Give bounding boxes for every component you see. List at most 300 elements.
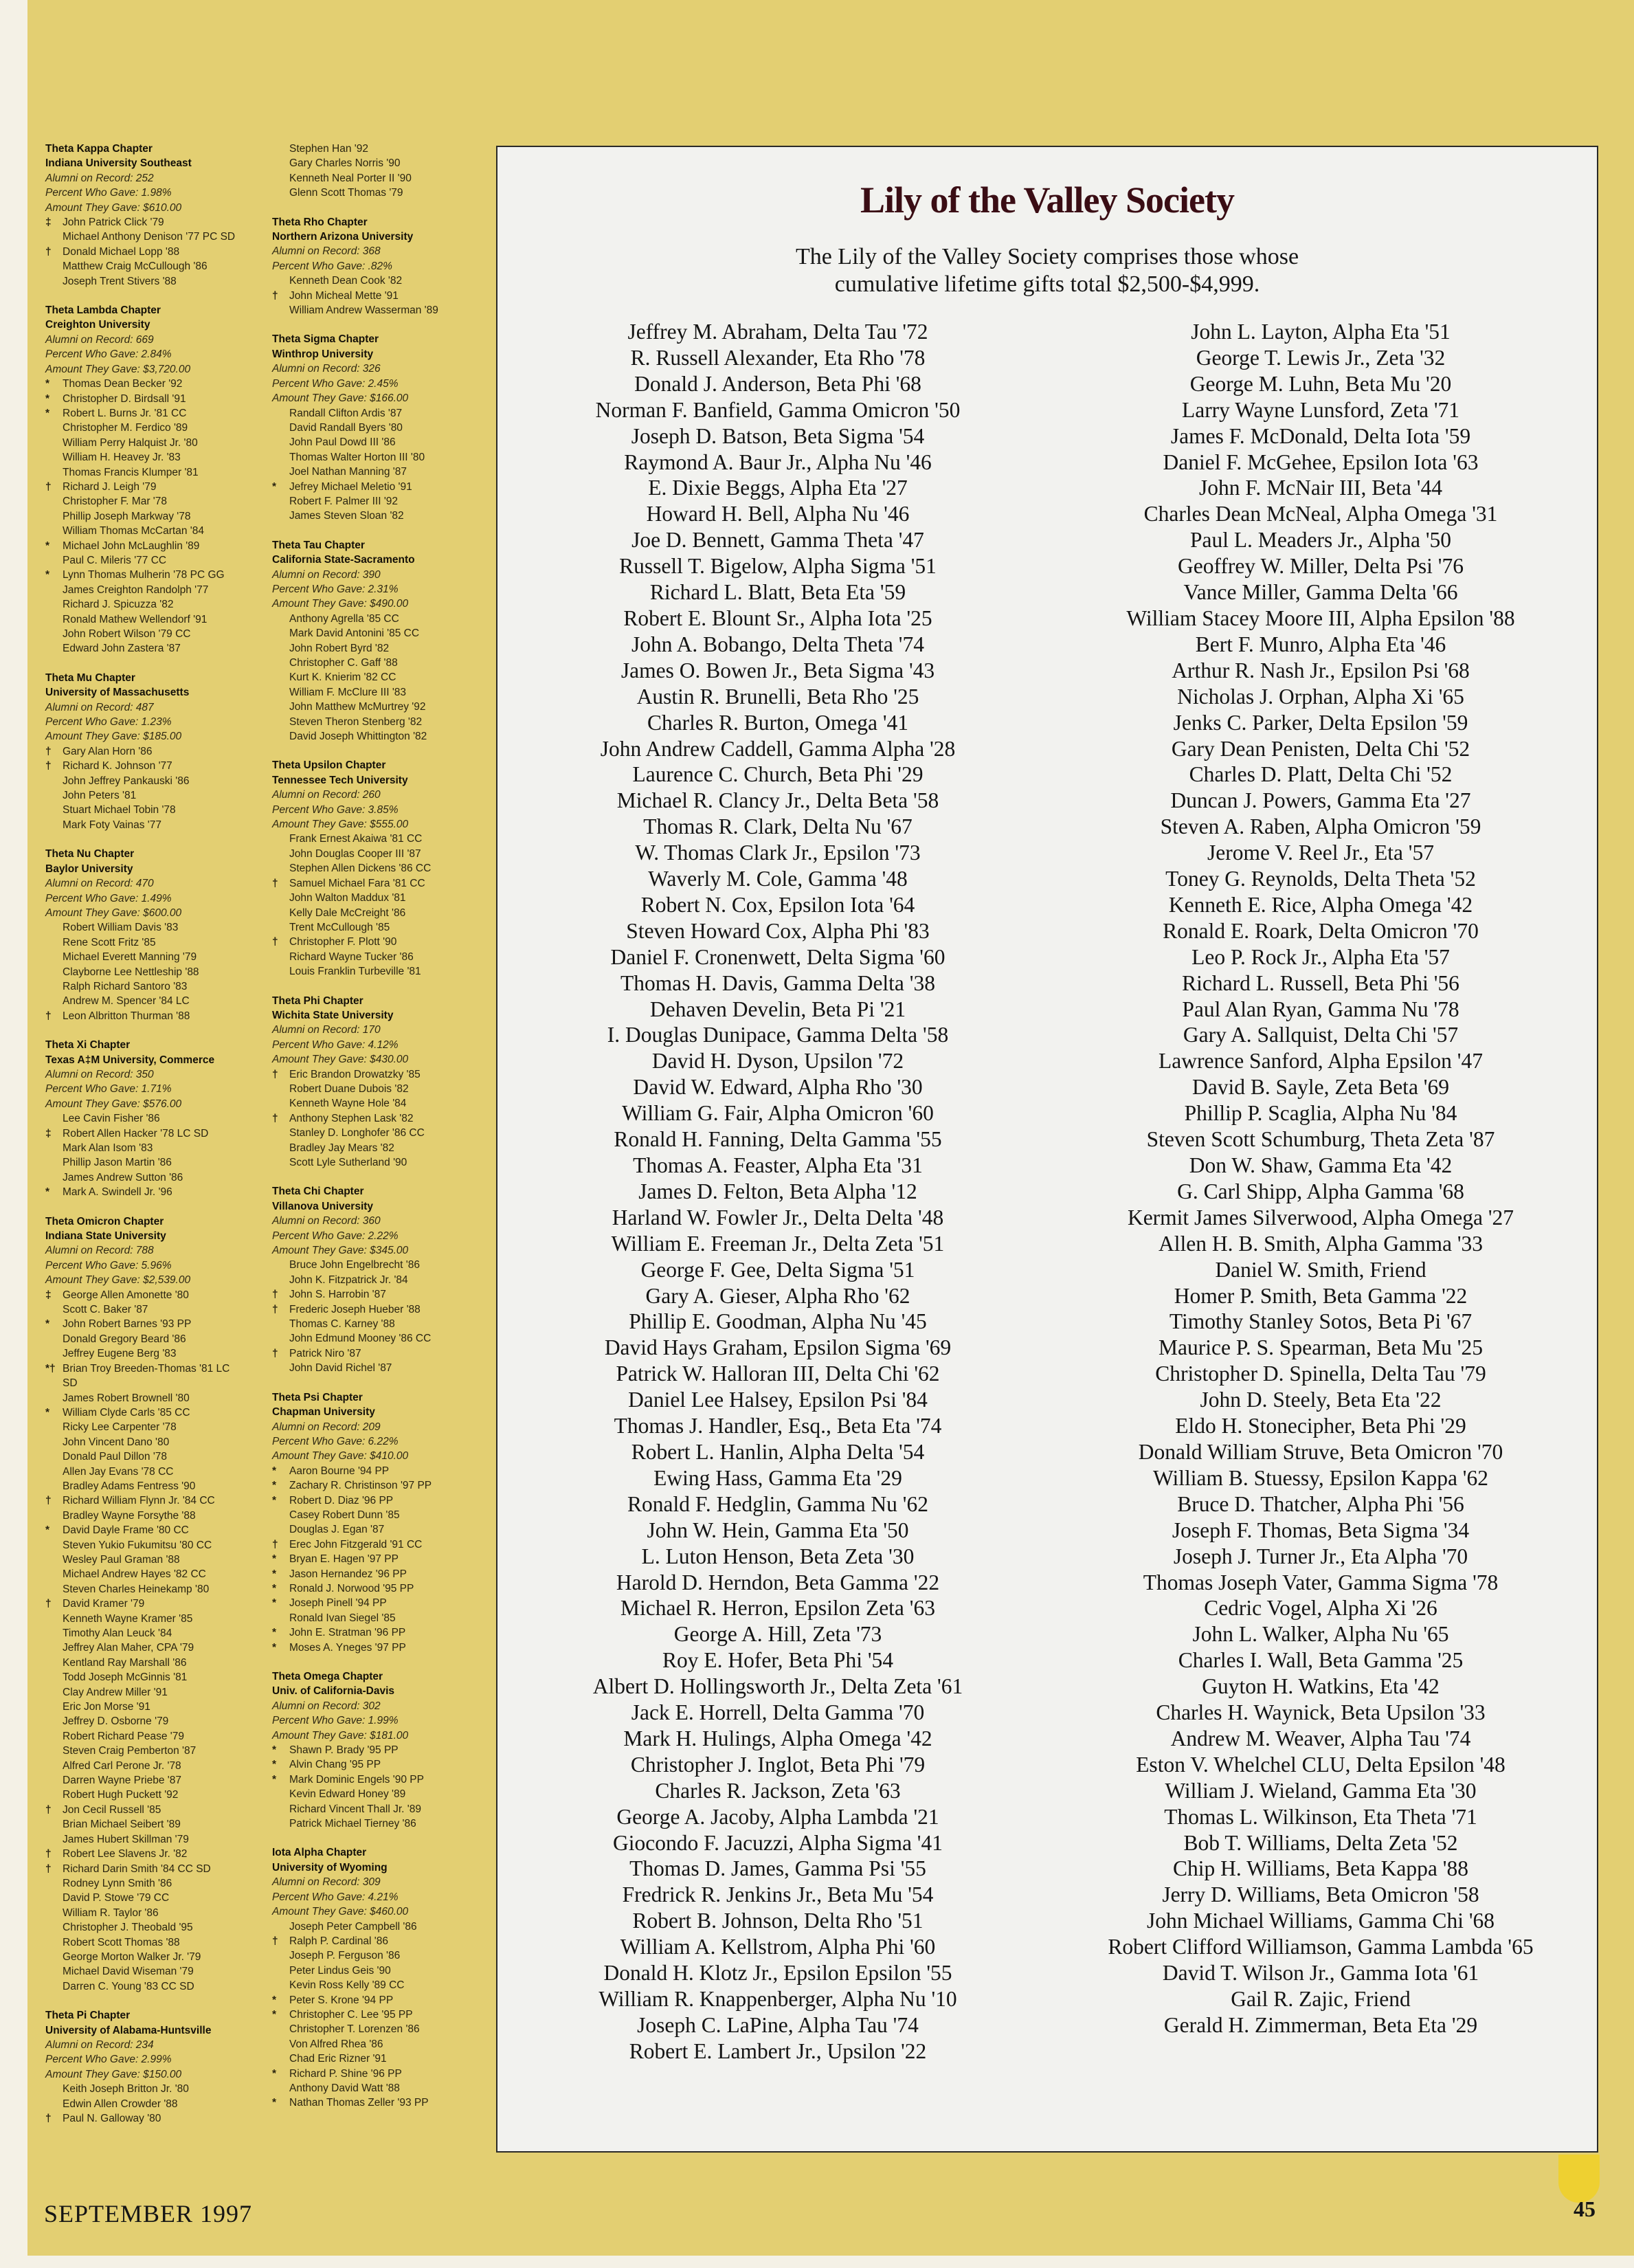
member-name: Richard Darin Smith '84 CC SD — [63, 1863, 211, 1875]
member-name: Zachary R. Christinson '97 PP — [289, 1480, 432, 1492]
member-row — [45, 803, 265, 817]
member-row — [272, 450, 492, 465]
member-name: Keith Joseph Britton Jr. '80 — [63, 2083, 189, 2095]
chapter-title: Theta Pi Chapter — [45, 2010, 131, 2022]
member-row — [45, 1332, 265, 1346]
society-member-name: Duncan J. Powers, Gamma Eta '27 — [1170, 788, 1471, 813]
member-name: Brian Troy Breeden-Thomas '81 LC — [63, 1362, 230, 1375]
member-row — [45, 1288, 265, 1302]
member-name: Kentland Ray Marshall '86 — [63, 1656, 187, 1669]
society-member-name: Ronald H. Fanning, Delta Gamma '55 — [614, 1127, 942, 1152]
member-name: Thomas Dean Becker '92 — [63, 378, 183, 390]
chapter-title: Theta Chi Chapter — [272, 1186, 364, 1198]
chapter-title: Theta Upsilon Chapter — [272, 759, 386, 772]
amount-they-gave: Amount They Gave: $166.00 — [272, 392, 409, 405]
member-row — [272, 1596, 492, 1610]
member-row — [272, 303, 492, 318]
member-row — [272, 494, 492, 509]
amount-they-gave: Amount They Gave: $345.00 — [272, 1245, 409, 1257]
society-member-name: Paul L. Meaders Jr., Alpha '50 — [1189, 528, 1452, 553]
alumni-on-record: Alumni on Record: 309 — [272, 1876, 381, 1889]
member-name: Timothy Alan Leuck '84 — [63, 1627, 172, 1639]
member-row — [45, 950, 265, 964]
society-member-name: George M. Luhn, Beta Mu '20 — [1189, 371, 1452, 396]
chapter-list-column-1 — [45, 142, 265, 2140]
member-row — [45, 1346, 265, 1361]
society-member-name: William Stacey Moore III, Alpha Epsilon '88 — [1126, 605, 1515, 630]
member-row — [45, 1317, 265, 1331]
society-member-name: Gary Dean Penisten, Delta Chi '52 — [1171, 736, 1470, 761]
member-name: James Andrew Sutton '86 — [63, 1171, 183, 1183]
member-row — [45, 2097, 265, 2111]
member-row — [272, 1346, 492, 1361]
society-member-name: Don W. Shaw, Gamma Eta '42 — [1189, 1153, 1453, 1177]
member-row — [272, 641, 492, 656]
member-name: Kenneth Wayne Kramer '85 — [63, 1612, 193, 1625]
society-member-name: Joseph J. Turner Jr., Eta Alpha '70 — [1173, 1544, 1468, 1568]
amount-they-gave: Amount They Gave: $610.00 — [45, 201, 182, 214]
member-row — [272, 1920, 492, 1934]
member-name: Joel Nathan Manning '87 — [289, 466, 407, 478]
member-name: Robert F. Palmer III '92 — [289, 495, 399, 507]
donor-mark-icon: * — [272, 1553, 277, 1566]
member-row — [45, 1493, 265, 1508]
member-row — [45, 1670, 265, 1685]
donor-mark-icon: † — [272, 1112, 278, 1124]
member-name: Scott Lyle Sutherland '90 — [289, 1157, 407, 1168]
member-row — [45, 744, 265, 759]
member-row — [45, 1773, 265, 1788]
member-row — [272, 1772, 492, 1787]
member-row — [272, 906, 492, 920]
member-row — [272, 1757, 492, 1772]
society-member-name: Daniel F. McGehee, Epsilon Iota '63 — [1163, 449, 1479, 474]
member-row — [45, 1170, 265, 1185]
society-member-name: John F. McNair III, Beta '44 — [1199, 476, 1442, 500]
member-name: Eric Brandon Drowatzky '85 — [289, 1068, 421, 1080]
society-member-name: Christopher D. Spinella, Delta Tau '79 — [1155, 1361, 1486, 1386]
society-member-name: Jack E. Horrell, Delta Gamma '70 — [631, 1700, 925, 1725]
member-row — [272, 1611, 492, 1625]
alumni-on-record: Alumni on Record: 390 — [272, 568, 381, 581]
society-member-name: John W. Hein, Gamma Eta '50 — [647, 1517, 909, 1542]
member-row — [272, 274, 492, 288]
member-row — [272, 1787, 492, 1801]
member-name: Christopher M. Ferdico '89 — [63, 422, 188, 434]
donor-mark-icon: † — [272, 936, 278, 948]
member-row — [272, 406, 492, 421]
society-member-name: W. Thomas Clark Jr., Epsilon '73 — [635, 841, 921, 865]
society-member-name: Roy E. Hofer, Beta Phi '54 — [662, 1648, 893, 1673]
society-member-name: Waverly M. Cole, Gamma '48 — [648, 867, 908, 891]
member-name: Ralph Richard Santoro '83 — [63, 980, 188, 992]
society-title: Lily of the Valley Society — [860, 179, 1234, 221]
society-member-name: Robert E. Lambert Jr., Upsilon '22 — [629, 2038, 927, 2063]
donor-mark-icon: * — [45, 1318, 50, 1331]
member-row — [45, 553, 265, 568]
member-name: John Patrick Click '79 — [63, 216, 164, 229]
percent-who-gave: Percent Who Gave: 3.85% — [272, 803, 399, 816]
amount-they-gave: Amount They Gave: $150.00 — [45, 2068, 182, 2080]
donor-mark-icon: * — [45, 392, 50, 405]
donor-mark-icon: * — [272, 2097, 277, 2109]
member-row — [45, 1744, 265, 1758]
society-member-name: Patrick W. Halloran III, Delta Chi '62 — [616, 1361, 940, 1386]
member-row — [272, 729, 492, 744]
member-row — [45, 1788, 265, 1802]
member-name: Brian Michael Seibert '89 — [63, 1819, 181, 1831]
society-member-name: David B. Sayle, Zeta Beta '69 — [1192, 1075, 1449, 1100]
alumni-on-record: Alumni on Record: 302 — [272, 1700, 381, 1712]
donor-mark-icon: ‡ — [45, 1127, 52, 1139]
society-member-name: Phillip E. Goodman, Alpha Nu '45 — [629, 1309, 927, 1334]
member-name: Joseph Pinell '94 PP — [289, 1597, 387, 1610]
society-member-name: Fredrick R. Jenkins Jr., Beta Mu '54 — [622, 1882, 934, 1907]
member-row — [45, 1950, 265, 1964]
donor-mark-icon: * — [272, 1744, 277, 1757]
society-member-name: Harland W. Fowler Jr., Delta Delta '48 — [612, 1205, 944, 1230]
society-member-name: Jenks C. Parker, Delta Epsilon '59 — [1173, 710, 1468, 735]
chapter-school: California State-Sacramento — [272, 554, 415, 566]
alumni-on-record: Alumni on Record: 260 — [272, 789, 381, 801]
member-name: Phillip Joseph Markway '78 — [63, 510, 191, 522]
member-row — [45, 1376, 265, 1390]
member-row — [272, 1964, 492, 1978]
society-member-name: Jerry D. Williams, Beta Omicron '58 — [1162, 1882, 1479, 1907]
chapter-title: Theta Omicron Chapter — [45, 1215, 164, 1227]
member-row — [45, 1582, 265, 1597]
member-row — [45, 245, 265, 259]
member-name: Clayborne Lee Nettleship '88 — [63, 966, 199, 978]
alumni-on-record: Alumni on Record: 368 — [272, 245, 381, 258]
chapter-title: Theta Kappa Chapter — [45, 143, 153, 155]
member-row — [45, 421, 265, 435]
chapter-block — [45, 671, 265, 832]
member-name: Donald Michael Lopp '88 — [63, 245, 180, 258]
member-row — [272, 1934, 492, 1948]
member-name: Shawn P. Brady '95 PP — [289, 1744, 399, 1757]
member-row — [272, 1096, 492, 1111]
donor-mark-icon: † — [45, 1863, 52, 1875]
chapter-block — [272, 215, 492, 318]
member-name: Nathan Thomas Zeller '93 PP — [289, 2097, 429, 2109]
member-row — [272, 2081, 492, 2095]
member-row — [45, 1302, 265, 1317]
society-member-name: Daniel F. Cronenwett, Delta Sigma '60 — [610, 944, 945, 969]
member-row — [272, 1552, 492, 1566]
member-row — [272, 1802, 492, 1816]
society-member-name: Giocondo F. Jacuzzi, Alpha Sigma '41 — [613, 1830, 943, 1855]
member-name: Michael John McLaughlin '89 — [63, 540, 200, 552]
chapter-school: Creighton University — [45, 319, 150, 331]
donor-mark-icon: † — [45, 2113, 52, 2124]
member-name: Todd Joseph McGinnis '81 — [63, 1671, 188, 1684]
member-name: Richard K. Johnson '77 — [63, 760, 172, 772]
donor-mark-icon: † — [272, 1289, 278, 1301]
member-row — [45, 788, 265, 803]
society-member-name: William R. Knappenberger, Alpha Nu '10 — [598, 1987, 957, 2011]
society-member-name: Thomas J. Handler, Esq., Beta Eta '74 — [614, 1414, 942, 1438]
alumni-on-record: Alumni on Record: 326 — [272, 363, 381, 375]
member-row — [272, 950, 492, 964]
member-row — [45, 1803, 265, 1817]
member-row — [272, 1082, 492, 1096]
member-row — [45, 612, 265, 627]
member-name: Stephen Allen Dickens '86 CC — [289, 863, 432, 875]
member-row — [272, 1155, 492, 1170]
member-name: Richard P. Shine '96 PP — [289, 2067, 402, 2080]
member-name: Casey Robert Dunn '85 — [289, 1509, 400, 1521]
member-row — [45, 1449, 265, 1464]
member-row — [272, 1361, 492, 1375]
amount-they-gave: Amount They Gave: $576.00 — [45, 1098, 182, 1110]
member-name: Robert D. Diaz '96 PP — [289, 1494, 394, 1507]
society-member-name: Gary A. Gieser, Alpha Rho '62 — [645, 1283, 910, 1308]
member-row — [45, 1553, 265, 1567]
alumni-on-record: Alumni on Record: 470 — [45, 878, 154, 890]
chapter-school: Baylor University — [45, 863, 133, 875]
amount-they-gave: Amount They Gave: $490.00 — [272, 598, 409, 610]
society-member-name: David W. Edward, Alpha Rho '30 — [633, 1075, 923, 1100]
member-name: Paul N. Galloway '80 — [63, 2113, 161, 2124]
chapter-block — [272, 758, 492, 979]
society-member-name: Jeffrey M. Abraham, Delta Tau '72 — [627, 320, 928, 344]
member-name: Frederic Joseph Hueber '88 — [289, 1303, 421, 1315]
member-name: Gary Charles Norris '90 — [289, 157, 401, 170]
member-row — [272, 685, 492, 700]
member-name: John Robert Byrd '82 — [289, 642, 390, 654]
member-row — [272, 480, 492, 494]
society-member-name: George T. Lewis Jr., Zeta '32 — [1196, 345, 1446, 370]
member-name: Mark Alan Isom '83 — [63, 1142, 153, 1154]
member-row — [45, 1920, 265, 1935]
society-member-name: Ronald F. Hedglin, Gamma Nu '62 — [627, 1491, 928, 1516]
member-row — [45, 2082, 265, 2096]
member-row — [272, 289, 492, 303]
alumni-on-record: Alumni on Record: 234 — [45, 2038, 154, 2051]
society-member-name: George A. Jacoby, Alpha Lambda '21 — [616, 1804, 939, 1829]
member-name: John Paul Dowd III '86 — [289, 436, 396, 449]
chapter-school: Northern Arizona University — [272, 231, 414, 243]
member-row — [45, 1567, 265, 1581]
donor-mark-icon: * — [272, 1759, 277, 1771]
donor-mark-icon: † — [272, 289, 278, 302]
member-name: Donald Gregory Beard '86 — [63, 1333, 186, 1345]
chapter-title: Theta Phi Chapter — [272, 994, 363, 1007]
society-member-name: Russell T. Bigelow, Alpha Sigma '51 — [619, 554, 937, 579]
donor-mark-icon: * — [45, 1406, 50, 1419]
member-name: Jeffrey D. Osborne '79 — [63, 1715, 169, 1728]
member-name: Louis Franklin Turbeville '81 — [289, 966, 421, 978]
member-row — [272, 1126, 492, 1140]
member-name: Joseph Trent Stivers '88 — [63, 275, 177, 287]
member-row — [272, 891, 492, 905]
chapter-title: Theta Mu Chapter — [45, 671, 135, 684]
member-name: Steven Theron Stenberg '82 — [289, 715, 423, 728]
member-name: Thomas Walter Horton III '80 — [289, 451, 425, 463]
donor-mark-icon: * — [272, 1465, 277, 1477]
society-member-name: Daniel Lee Halsey, Epsilon Psi '84 — [628, 1388, 928, 1412]
member-name: Christopher F. Plott '90 — [289, 936, 397, 948]
member-name: John Robert Wilson '79 CC — [63, 628, 191, 640]
society-member-name: Steven A. Raben, Alpha Omicron '59 — [1160, 814, 1481, 839]
member-name: Rodney Lynn Smith '86 — [63, 1877, 172, 1889]
member-name: Kenneth Neal Porter II '90 — [289, 172, 412, 184]
society-member-name: Thomas A. Feaster, Alpha Eta '31 — [633, 1153, 923, 1177]
member-name: Mark Dominic Engels '90 PP — [289, 1773, 424, 1786]
member-row — [272, 2095, 492, 2110]
member-name: Robert William Davis '83 — [63, 922, 179, 934]
society-member-name: Gary A. Sallquist, Delta Chi '57 — [1183, 1023, 1459, 1047]
member-row — [272, 2052, 492, 2066]
society-member-name: Gail R. Zajic, Friend — [1231, 1987, 1411, 2011]
chapter-school: Univ. of California-Davis — [272, 1685, 394, 1698]
member-name: Jeffrey Alan Maher, CPA '79 — [63, 1642, 194, 1654]
chapter-block — [272, 1845, 492, 2110]
donor-mark-icon: † — [272, 1303, 278, 1315]
member-name: John Robert Barnes '93 PP — [63, 1318, 192, 1331]
page-margin — [0, 0, 27, 2268]
member-name: Allen Jay Evans '78 CC — [63, 1465, 174, 1478]
society-member-name: Michael R. Clancy Jr., Delta Beta '58 — [616, 788, 939, 813]
alumni-on-record: Alumni on Record: 209 — [272, 1421, 381, 1433]
member-name: Peter Lindus Geis '90 — [289, 1964, 391, 1977]
member-name: Ralph P. Cardinal '86 — [289, 1935, 388, 1947]
member-name: Bradley Jay Mears '82 — [289, 1142, 394, 1154]
member-name: Patrick Niro '87 — [289, 1347, 361, 1359]
member-row — [272, 142, 492, 156]
member-name: Eric Jon Morse '91 — [63, 1701, 150, 1713]
member-name: Gary Alan Horn '86 — [63, 745, 153, 757]
member-row — [272, 1816, 492, 1831]
member-name: Robert Lee Slavens Jr. '82 — [63, 1848, 188, 1860]
member-name: Michael David Wiseman '79 — [63, 1966, 194, 1978]
donor-mark-icon: † — [45, 760, 52, 772]
member-name: Glenn Scott Thomas '79 — [289, 187, 403, 199]
chapter-school: Winthrop University — [272, 348, 374, 360]
society-member-name: William A. Kellstrom, Alpha Phi '60 — [620, 1935, 936, 1959]
member-name: Ronald J. Norwood '95 PP — [289, 1582, 414, 1594]
amount-they-gave: Amount They Gave: $410.00 — [272, 1450, 409, 1463]
donor-mark-icon: * — [272, 2067, 277, 2080]
member-name: Kelly Dale McCreight '86 — [289, 907, 406, 919]
member-name: John Micheal Mette '91 — [289, 289, 399, 302]
member-name: Alfred Carl Perone Jr. '78 — [63, 1759, 181, 1772]
member-name: Richard Vincent Thall Jr. '89 — [289, 1803, 421, 1815]
society-member-name: R. Russell Alexander, Eta Rho '78 — [630, 345, 926, 370]
member-name: Donald Paul Dillon '78 — [63, 1451, 168, 1463]
society-member-name: Donald William Struve, Beta Omicron '70 — [1138, 1439, 1503, 1464]
percent-who-gave: Percent Who Gave: 4.12% — [272, 1038, 399, 1051]
member-row — [272, 1273, 492, 1287]
donor-mark-icon: * — [45, 1524, 50, 1537]
member-name: William Andrew Wasserman '89 — [289, 304, 438, 317]
member-name: David P. Stowe '79 CC — [63, 1892, 170, 1904]
member-name: Phillip Jason Martin '86 — [63, 1157, 172, 1169]
member-name: Christopher J. Theobald '95 — [63, 1922, 193, 1934]
member-row — [272, 156, 492, 170]
chapter-block — [272, 1184, 492, 1375]
society-member-name: Larry Wayne Lunsford, Zeta '71 — [1181, 397, 1460, 422]
chapter-school: Wichita State University — [272, 1009, 394, 1021]
donor-mark-icon: † — [272, 877, 278, 889]
member-row — [272, 1948, 492, 1963]
member-row — [272, 1508, 492, 1522]
member-row — [45, 377, 265, 391]
society-member-name: David H. Dyson, Upsilon '72 — [651, 1049, 904, 1074]
member-row — [45, 215, 265, 230]
member-row — [272, 1464, 492, 1478]
society-member-name: Homer P. Smith, Beta Gamma '22 — [1174, 1283, 1468, 1308]
member-name: Jeffrey Eugene Berg '83 — [63, 1348, 177, 1360]
member-name: Richard J. Leigh '79 — [63, 480, 157, 493]
member-row — [272, 1522, 492, 1537]
member-row — [45, 1420, 265, 1434]
donor-mark-icon: * — [272, 2008, 277, 2021]
society-member-name: Ewing Hass, Gamma Eta '29 — [653, 1465, 902, 1490]
chapter-block — [45, 1038, 265, 1199]
society-member-name: Joseph D. Batson, Beta Sigma '54 — [631, 423, 925, 448]
member-row — [45, 1612, 265, 1626]
member-name: John E. Stratman '96 PP — [289, 1627, 406, 1639]
percent-who-gave: Percent Who Gave: 1.99% — [272, 1715, 399, 1727]
member-name: Kenneth Dean Cook '82 — [289, 275, 403, 287]
society-member-name: Richard L. Blatt, Beta Eta '59 — [649, 580, 906, 605]
society-member-name: William J. Wieland, Gamma Eta '30 — [1165, 1778, 1477, 1803]
member-name: Chad Eric Rizner '91 — [289, 2053, 387, 2065]
society-member-name: John Andrew Caddell, Gamma Alpha '28 — [600, 736, 956, 761]
member-row — [272, 832, 492, 846]
member-row — [272, 700, 492, 714]
member-row — [45, 392, 265, 406]
member-name: Richard Wayne Tucker '86 — [289, 950, 414, 963]
society-member-name: Raymond A. Baur Jr., Alpha Nu '46 — [624, 449, 932, 474]
member-name: Mark A. Swindell Jr. '96 — [63, 1186, 172, 1199]
member-name: Andrew M. Spencer '84 LC — [63, 995, 190, 1008]
member-name: Stephen Han '92 — [289, 143, 368, 155]
donor-mark-icon: † — [45, 245, 52, 258]
member-row — [45, 1523, 265, 1537]
donor-mark-icon: ‡ — [45, 1289, 52, 1301]
society-member-name: Robert E. Blount Sr., Alpha Iota '25 — [623, 605, 932, 630]
society-member-name: John Michael Williams, Gamma Chi '68 — [1146, 1909, 1495, 1933]
percent-who-gave: Percent Who Gave: 1.23% — [45, 716, 172, 729]
member-row — [45, 1597, 265, 1611]
donor-mark-icon: *† — [45, 1362, 56, 1375]
member-name: Bradley Wayne Forsythe '88 — [63, 1509, 196, 1522]
member-row — [45, 1111, 265, 1126]
member-name: William Clyde Carls '85 CC — [63, 1406, 190, 1419]
donor-mark-icon: * — [45, 569, 50, 581]
donor-mark-icon: * — [45, 378, 50, 390]
member-name: Samuel Michael Fara '81 CC — [289, 877, 425, 889]
lily-of-the-valley-society-box — [496, 146, 1598, 2153]
member-name: Michael Anthony Denison '77 PC SD — [63, 231, 236, 243]
member-row — [45, 539, 265, 553]
society-member-name: Joseph F. Thomas, Beta Sigma '34 — [1172, 1517, 1470, 1542]
member-row — [272, 935, 492, 949]
society-member-name: Charles Dean McNeal, Alpha Omega '31 — [1143, 502, 1498, 526]
society-member-name: Maurice P. S. Spearman, Beta Mu '25 — [1159, 1335, 1483, 1360]
society-member-name: Laurence C. Church, Beta Phi '29 — [632, 762, 924, 787]
member-name: Peter S. Krone '94 PP — [289, 1994, 394, 2006]
donor-mark-icon: † — [45, 480, 52, 493]
member-name: Joseph P. Ferguson '86 — [289, 1950, 401, 1962]
member-row — [45, 759, 265, 773]
society-member-name: Thomas D. James, Gamma Psi '55 — [629, 1856, 926, 1881]
member-row — [272, 964, 492, 979]
member-row — [272, 715, 492, 729]
